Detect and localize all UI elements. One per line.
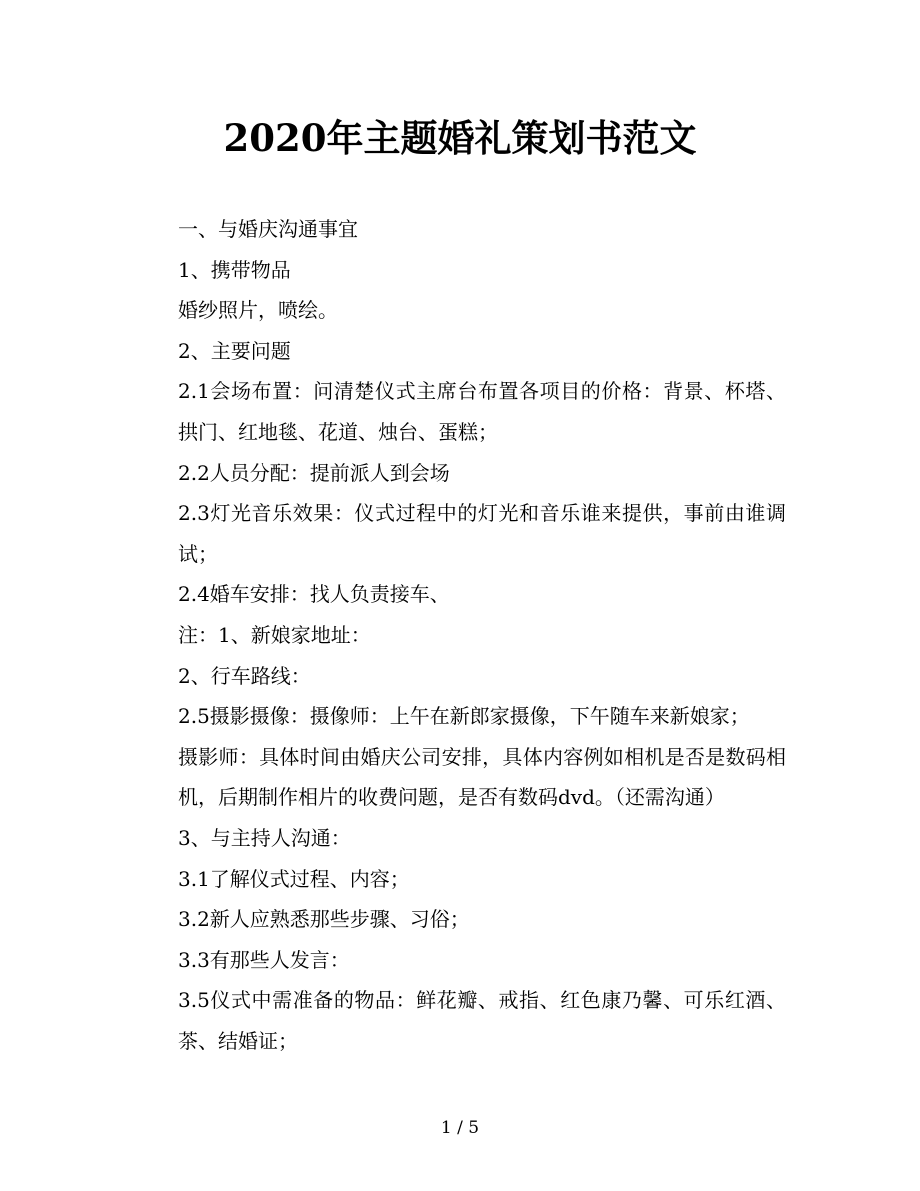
paragraph-text: 3.5仪式中需准备的物品：鲜花瓣、戒指、红色康乃馨、可乐红酒、茶、结婚证； xyxy=(178,988,786,1053)
paragraph-text: 2.3灯光音乐效果：仪式过程中的灯光和音乐谁来提供，事前由谁调试； xyxy=(178,501,786,566)
paragraph-text: 2.4婚车安排：找人负责接车、 xyxy=(178,582,450,607)
paragraph-text: 3.3有那些人发言： xyxy=(178,947,350,972)
paragraph-text: 摄影师：具体时间由婚庆公司安排，具体内容例如相机是否是数码相机，后期制作相片的收费问题，是否有数码dvd。（还需沟通） xyxy=(178,744,786,810)
page-number: 1 / 5 xyxy=(440,1118,480,1138)
paragraph-note: 注：1、新娘家地址： xyxy=(178,622,371,647)
paragraph-text: 2.1会场布置：问清楚仪式主席台布置各项目的价格：背景、杯塔、拱门、红地毯、花道、烛台、蛋糕； xyxy=(178,379,786,444)
paragraph-subheading: 1、携带物品 xyxy=(178,257,291,282)
paragraph-subheading: 2、主要问题 xyxy=(178,338,291,363)
document-body xyxy=(142,209,786,1061)
paragraph-text: 婚纱照片，喷绘。 xyxy=(178,298,338,323)
paragraph-text: 2.2人员分配：提前派人到会场 xyxy=(178,460,450,485)
document-title: 2020年主题婚礼策划书范文 xyxy=(223,116,697,160)
paragraph-subheading: 3、与主持人沟通： xyxy=(178,825,351,850)
paragraph-note: 2、行车路线： xyxy=(178,663,311,688)
paragraph-text: 3.1了解仪式过程、内容； xyxy=(178,866,410,891)
paragraph-text: 2.5摄影摄像：摄像师：上午在新郎家摄像，下午随车来新娘家； xyxy=(178,704,750,729)
paragraph-section-heading: 一、与婚庆沟通事宜 xyxy=(178,217,358,241)
paragraph-text: 3.2新人应熟悉那些步骤、习俗； xyxy=(178,907,470,932)
